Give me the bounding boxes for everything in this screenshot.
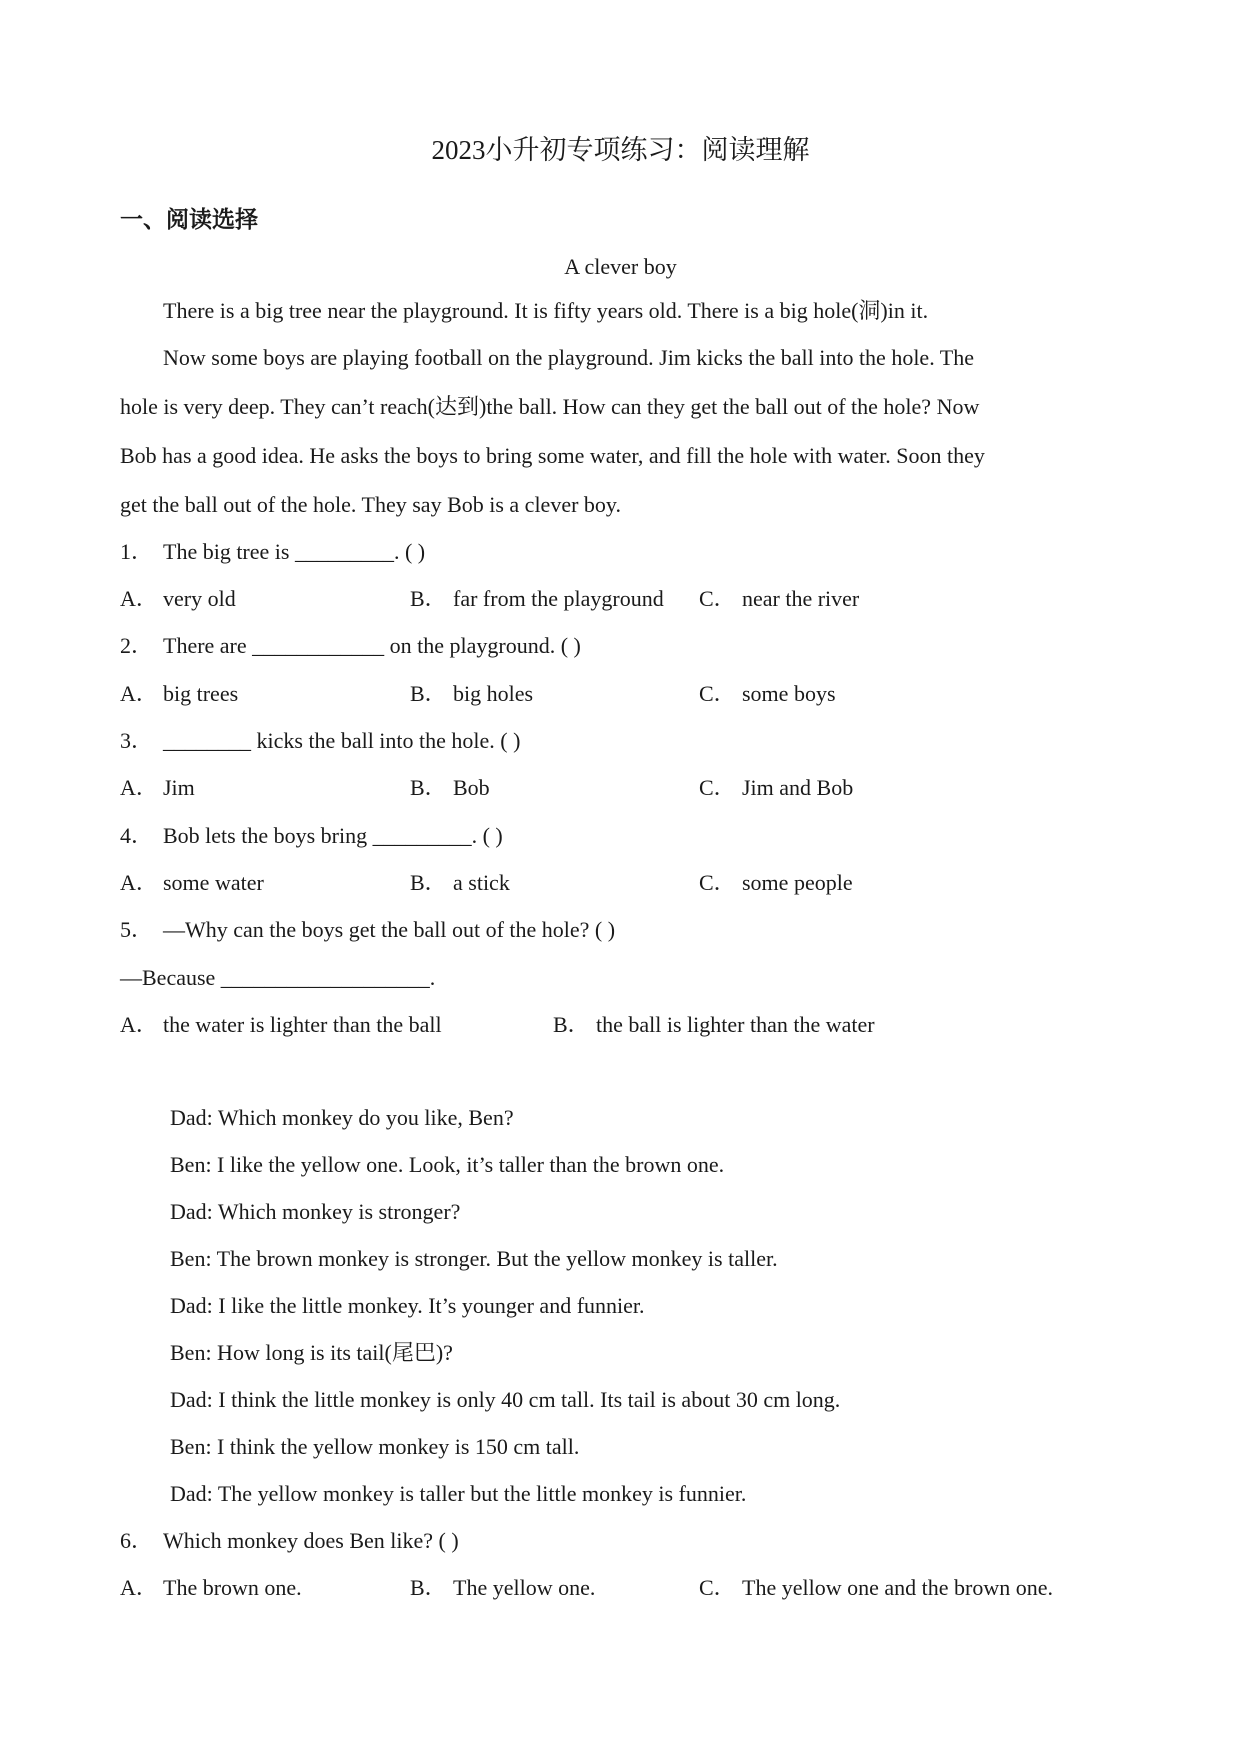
option-c[interactable]: C． near the river [699,586,860,611]
question-text: Which monkey does Ben like? ( ) [163,1528,459,1553]
question-4 [120,821,503,851]
question-3 [120,726,520,756]
dialogue-line-1: Dad: Which monkey do you like, Ben? [170,1105,514,1130]
dialogue-line-2: Ben: I like the yellow one. Look, it’s taller than the brown one. [170,1152,725,1177]
passage-paragraph-2-line-3: Bob has a good idea. He asks the boys to bring some water, and fill the hole with water. Soon they [120,443,985,468]
dialogue-line-7: Dad: I think the little monkey is only 40 cm tall. Its tail is about 30 cm long. [170,1387,841,1412]
dialogue-line-8: Ben: I think the yellow monkey is 150 cm tall. [170,1434,580,1459]
passage-paragraph-2-line-4: get the ball out of the hole. They say Bob is a clever boy. [120,492,621,517]
question-number: 3． [120,728,154,753]
dialogue-line-5: Dad: I like the little monkey. It’s younger and funnier. [170,1293,645,1318]
question-5-line-2: —Because ___________________. [120,965,436,990]
dialogue-line-4: Ben: The brown monkey is stronger. But the yellow monkey is taller. [170,1246,778,1271]
question-5 [120,915,615,945]
question-number: 1． [120,539,154,564]
passage-paragraph-2-line-1: Now some boys are playing football on the playground. Jim kicks the ball into the hole. The [163,345,975,370]
question-text: ________ kicks the ball into the hole. ( ) [163,728,521,753]
option-b[interactable]: B． big holes [410,681,534,706]
question-text: —Why can the boys get the ball out of the hole? ( ) [163,917,616,942]
option-a[interactable]: A． the water is lighter than the ball [120,1012,442,1037]
question-1 [120,537,425,567]
dialogue-line-3: Dad: Which monkey is stronger? [170,1199,461,1224]
passage-title: A clever boy [564,254,677,279]
question-number: 5． [120,917,154,942]
option-a[interactable]: A． some water [120,870,264,895]
option-a[interactable]: A． very old [120,586,236,611]
option-b[interactable]: B． Bob [410,775,490,800]
option-c[interactable]: C． some people [699,870,853,895]
passage-paragraph-1: There is a big tree near the playground. It is fifty years old. There is a big hole(洞)in it. [163,298,929,323]
question-text: There are ____________ on the playground. ( ) [163,633,581,658]
dialogue-line-9: Dad: The yellow monkey is taller but the little monkey is funnier. [170,1481,747,1506]
option-c[interactable]: C． some boys [699,681,836,706]
option-b[interactable]: B． far from the playground [410,586,664,611]
page-title: 2023小升初专项练习：阅读理解 [431,135,810,165]
option-c[interactable]: C． Jim and Bob [699,775,854,800]
passage-paragraph-2-line-2: hole is very deep. They can’t reach(达到)the ball. How can they get the ball out of the hole? Now [120,394,980,419]
question-number: 4． [120,823,154,848]
question-text: Bob lets the boys bring _________. ( ) [163,823,503,848]
option-b[interactable]: B． the ball is lighter than the water [553,1012,875,1037]
question-number: 2． [120,633,154,658]
option-b[interactable]: B． a stick [410,870,510,895]
question-number: 6． [120,1528,154,1553]
dialogue-line-6: Ben: How long is its tail(尾巴)? [170,1340,453,1365]
option-a[interactable]: A． Jim [120,775,195,800]
section-heading: 一、阅读选择 [120,207,258,233]
option-a[interactable]: A． big trees [120,681,239,706]
option-b[interactable]: B． The yellow one. [410,1575,596,1600]
question-6 [120,1526,459,1556]
question-text: The big tree is _________. ( ) [163,539,426,564]
option-c[interactable]: C． The yellow one and the brown one. [699,1575,1053,1600]
question-2 [120,631,581,661]
option-a[interactable]: A． The brown one. [120,1575,302,1600]
